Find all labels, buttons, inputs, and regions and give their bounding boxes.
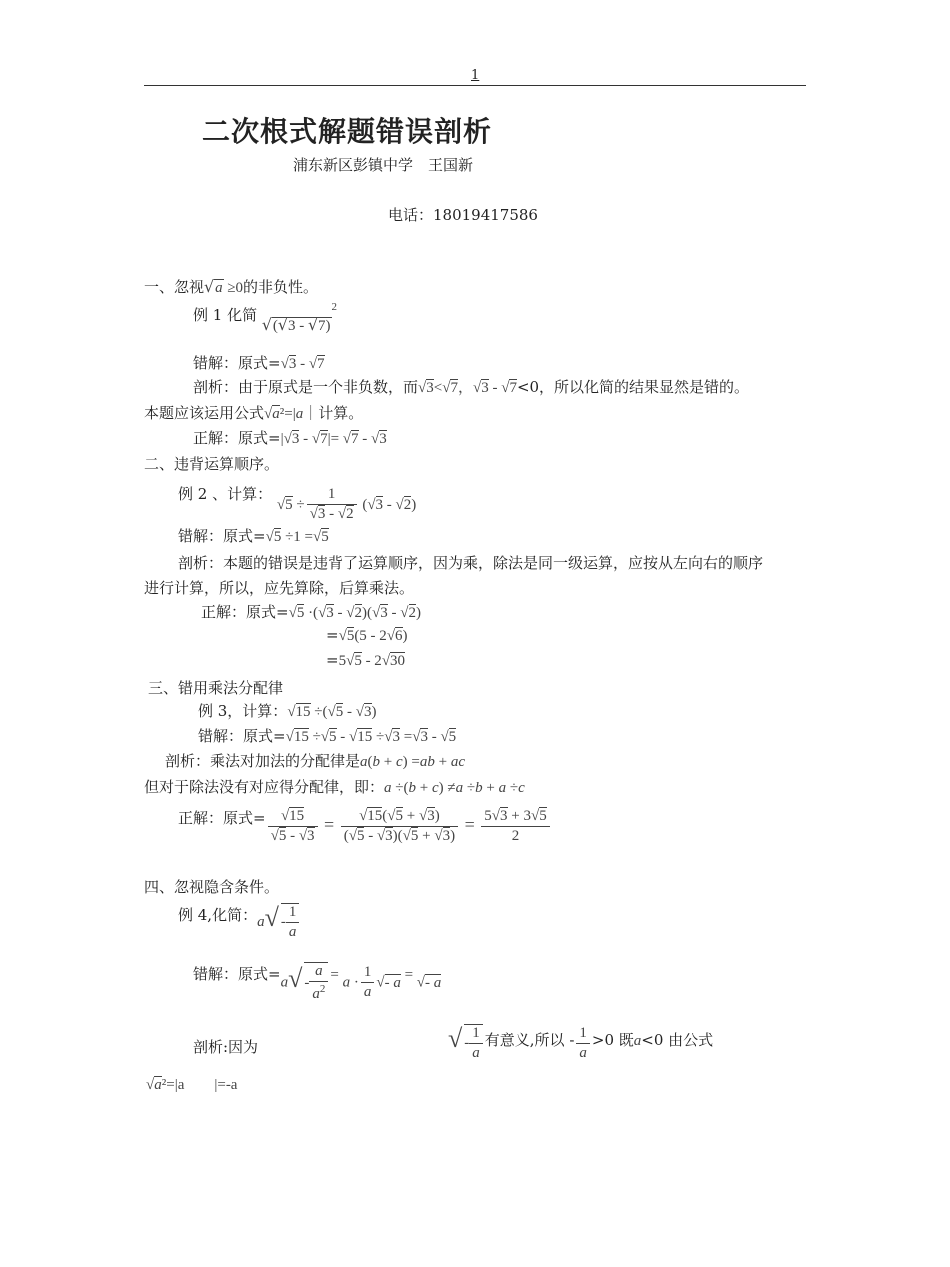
section-1-heading: 一、忽视√a ≥0的非负性。	[144, 277, 319, 296]
example-1-correct: 正解：原式=|√3 - √7|= √7 - √3	[193, 429, 387, 447]
example-4-analysis-cont: √ - $\frac{1}{a}$ 有意义,所以 - $\frac{1}{a}$ >0 既a<0 由公式	[448, 1024, 714, 1061]
example-2-wrong: 错解：原式=√5 ÷1 =√5	[178, 527, 329, 545]
example-2-step2: =√5(5 - 2√6)	[326, 626, 408, 644]
example-1-wrong: 错解：原式=√3 - √7	[193, 354, 325, 372]
example-2-step3: =5√5 - 2√30	[326, 651, 406, 669]
document-title: 二次根式解题错误剖析	[202, 115, 493, 148]
example-4-formula: √a²=|a |=-a	[146, 1077, 238, 1093]
section-3-heading: 三、错用乘法分配律	[148, 679, 284, 697]
section-2-heading: 二、违背运算顺序。	[144, 455, 280, 473]
example-1: 例 1 化简 √(√3 - √7)$^2$	[193, 301, 338, 334]
section-4-heading: 四、忽视隐含条件。	[144, 878, 280, 896]
example-2: 例 2 、计算： √5 ÷ $\frac{1}{√3 - √2}$ (√3 - √2)	[178, 484, 417, 522]
example-4: 例 4,化简：a√ - $\frac{1}{a}$	[178, 903, 301, 941]
example-3-correct: 正解：原式= $\frac{√15}{√5 - √3}$ = $\frac{√15(√5 + √3)}{(√5 - √3)(√5 + √3)}$ = $\frac{5√3 + 3√5}{2}$	[178, 808, 552, 845]
page-number: 1	[471, 68, 480, 83]
example-3-wrong: 错解：原式=√15 ÷√5 - √15 ÷√3 =√3 - √5	[198, 727, 457, 745]
example-1-analysis: 剖析：由于原式是一个非负数，而√3<√7，√3 - √7<0，所以化简的结果显然是错的。	[193, 378, 750, 396]
example-2-analysis: 剖析：本题的错误是违背了运算顺序，因为乘，除法是同一级运算，应按从左向右的顺序	[178, 554, 764, 572]
example-3-analysis-line2: 但对于除法没有对应得分配律，即：a ÷(b + c) ≠a ÷b + a ÷c	[144, 778, 525, 796]
example-3: 例 3，计算：√15 ÷(√5 - √3)	[198, 702, 377, 720]
example-3-analysis: 剖析：乘法对加法的分配律是a(b + c) =ab + ac	[165, 752, 466, 770]
phone-line: 电话：18019417586	[388, 206, 538, 224]
author-line: 浦东新区彭镇中学 王国新	[293, 156, 474, 174]
example-2-correct: 正解：原式=√5 ·(√3 - √2)(√3 - √2)	[201, 603, 421, 621]
example-1-analysis-line2: 本题应该运用公式√a²=|a｜计算。	[144, 404, 364, 422]
example-4-analysis: 剖析:因为	[193, 1038, 259, 1056]
header-rule	[144, 85, 806, 86]
example-2-analysis-line2: 进行计算，所以，应先算除，后算乘法。	[144, 579, 415, 597]
example-4-wrong: 错解：原式=a√ - $\frac{a}{a^2}$ = a · $\frac{1}{a}$ √- a = √- a	[193, 963, 442, 1002]
